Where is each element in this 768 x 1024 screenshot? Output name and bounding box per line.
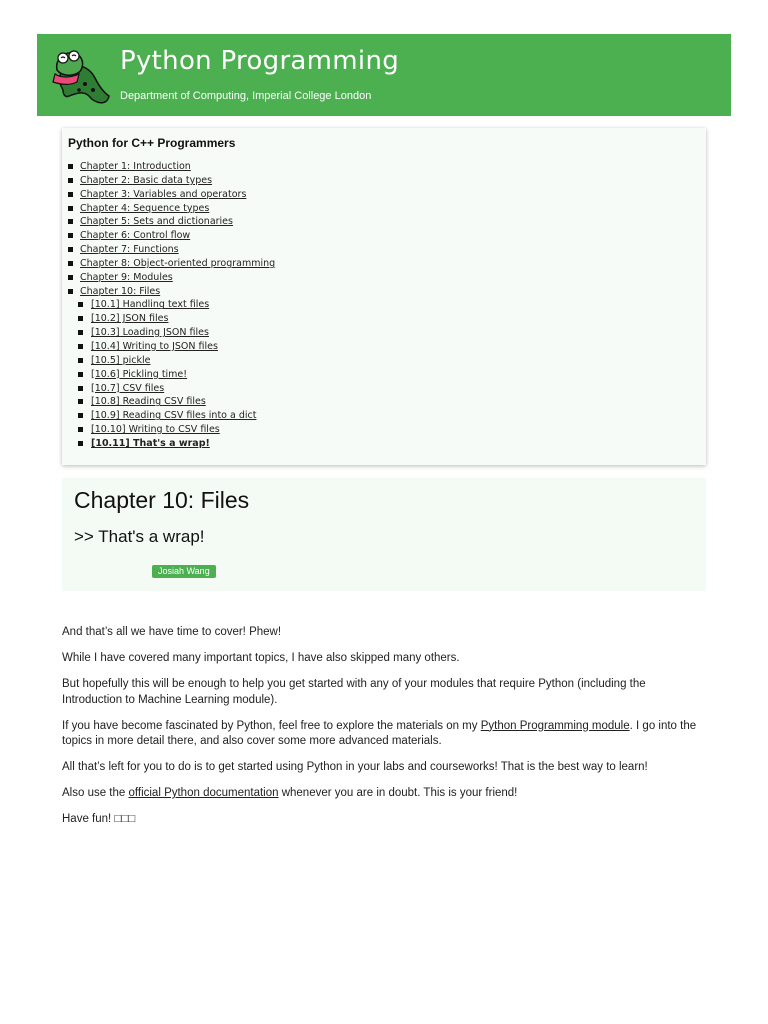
bullet-icon [68, 206, 73, 211]
toc-section-link[interactable]: [10.2] JSON files [91, 313, 169, 325]
paragraph: All that’s left for you to do is to get started using Python in your labs and courseworks! That is the best way to learn! [62, 761, 648, 773]
author-badge: Josiah Wang [152, 565, 216, 578]
section-title: >> That's a wrap! [74, 527, 205, 546]
paragraph: While I have covered many important topics, I have also skipped many others. [62, 652, 460, 664]
toc-section-link[interactable]: [10.1] Handling text files [91, 299, 210, 311]
toc-chapter-link[interactable]: Chapter 1: Introduction [80, 161, 191, 172]
toc-section-item [62, 312, 706, 326]
bullet-icon [68, 178, 73, 183]
article-content [62, 625, 706, 838]
toc-chapter-item [62, 174, 706, 188]
toc-section-link[interactable]: [10.5] pickle [91, 354, 151, 366]
bullet-icon [78, 344, 83, 349]
toc-chapter-item [62, 188, 706, 202]
paragraph: Have fun! □□□ [62, 813, 136, 825]
paragraph [62, 786, 706, 802]
bullet-icon [78, 427, 83, 432]
bullet-icon [78, 372, 83, 377]
toc-section-link[interactable]: [10.10] Writing to CSV files [91, 424, 220, 436]
toc-chapter-link[interactable]: Chapter 8: Object-oriented programming [80, 257, 276, 269]
bullet-icon [78, 316, 83, 321]
bullet-icon [68, 192, 73, 197]
toc-chapter-link[interactable]: Chapter 10: Files [80, 285, 161, 297]
toc-chapter-item [62, 257, 706, 271]
bullet-icon [78, 399, 83, 404]
bullet-icon [78, 413, 83, 418]
paragraph-text: If you have become fascinated by Python, feel free to explore the materials on my [62, 719, 481, 732]
paragraph [62, 719, 706, 750]
site-header [37, 34, 731, 116]
site-subtitle: Department of Computing, Imperial College London [120, 90, 372, 102]
paragraph: But hopefully this will be enough to help you get started with any of your modules that require Python (including the Introduction to Machine Learning module). [62, 678, 646, 706]
toc-section-link[interactable]: [10.3] Loading JSON files [91, 327, 209, 339]
toc-list [62, 160, 706, 451]
toc-chapter-item [62, 271, 706, 285]
bullet-icon [78, 441, 83, 446]
python-programming-module-link[interactable]: Python Programming module [480, 719, 630, 732]
chapter-header [62, 478, 706, 591]
toc-section-item [62, 298, 706, 312]
python-mascot-icon[interactable] [49, 44, 113, 110]
chapter-title: Chapter 10: Files [74, 487, 250, 513]
toc-section-item [62, 368, 706, 382]
toc-chapter-item [62, 243, 706, 257]
table-of-contents [62, 128, 706, 465]
toc-section-link[interactable]: [10.9] Reading CSV files into a dict [91, 410, 257, 422]
toc-section-item [62, 326, 706, 340]
toc-chapter-link[interactable]: Chapter 2: Basic data types [80, 174, 213, 186]
toc-chapter-link[interactable]: Chapter 6: Control flow [80, 230, 191, 242]
toc-chapter-item [62, 160, 706, 174]
site-title[interactable]: Python Programming [120, 46, 400, 76]
bullet-icon [78, 358, 83, 363]
toc-chapter-link[interactable]: Chapter 3: Variables and operators [80, 188, 247, 200]
toc-section-link[interactable]: [10.8] Reading CSV files [91, 396, 206, 408]
toc-section-link[interactable]: [10.6] Pickling time! [91, 368, 188, 380]
toc-section-item [62, 423, 706, 437]
toc-chapter-link[interactable]: Chapter 4: Sequence types [80, 202, 210, 214]
toc-section-link[interactable]: [10.7] CSV files [91, 382, 165, 394]
toc-chapter-link[interactable]: Chapter 5: Sets and dictionaries [80, 216, 233, 228]
toc-chapter-item [62, 229, 706, 243]
bullet-icon [68, 219, 73, 224]
bullet-icon [68, 275, 73, 280]
paragraph-text: whenever you are in doubt. This is your friend! [278, 787, 518, 799]
bullet-icon [78, 302, 83, 307]
bullet-icon [68, 164, 73, 169]
bullet-icon [68, 247, 73, 252]
toc-chapter-item [62, 215, 706, 229]
paragraph-text: . I go into the topics in more detail there, and also cover some more advanced materials. [62, 719, 697, 747]
toc-title: Python for C++ Programmers [68, 136, 236, 150]
toc-section-link-current[interactable]: [10.11] That's a wrap! [91, 437, 210, 449]
python-docs-link[interactable]: official Python documentation [128, 787, 279, 799]
toc-section-item [62, 395, 706, 409]
toc-chapter-item [62, 202, 706, 216]
bullet-icon [68, 261, 73, 266]
bullet-icon [68, 289, 73, 294]
bullet-icon [68, 233, 73, 238]
paragraph: And that’s all we have time to cover! Phew! [62, 626, 282, 638]
bullet-icon [78, 386, 83, 391]
toc-chapter-link[interactable]: Chapter 7: Functions [80, 244, 179, 256]
toc-section-item [62, 354, 706, 368]
toc-section-item [62, 382, 706, 396]
toc-chapter-item [62, 285, 706, 299]
paragraph-text: Also use the [62, 787, 129, 799]
toc-chapter-link[interactable]: Chapter 9: Modules [80, 271, 173, 283]
toc-section-link[interactable]: [10.4] Writing to JSON files [91, 340, 218, 352]
bullet-icon [78, 330, 83, 335]
toc-section-item [62, 340, 706, 354]
toc-section-item [62, 409, 706, 423]
toc-section-item-current [62, 437, 706, 451]
